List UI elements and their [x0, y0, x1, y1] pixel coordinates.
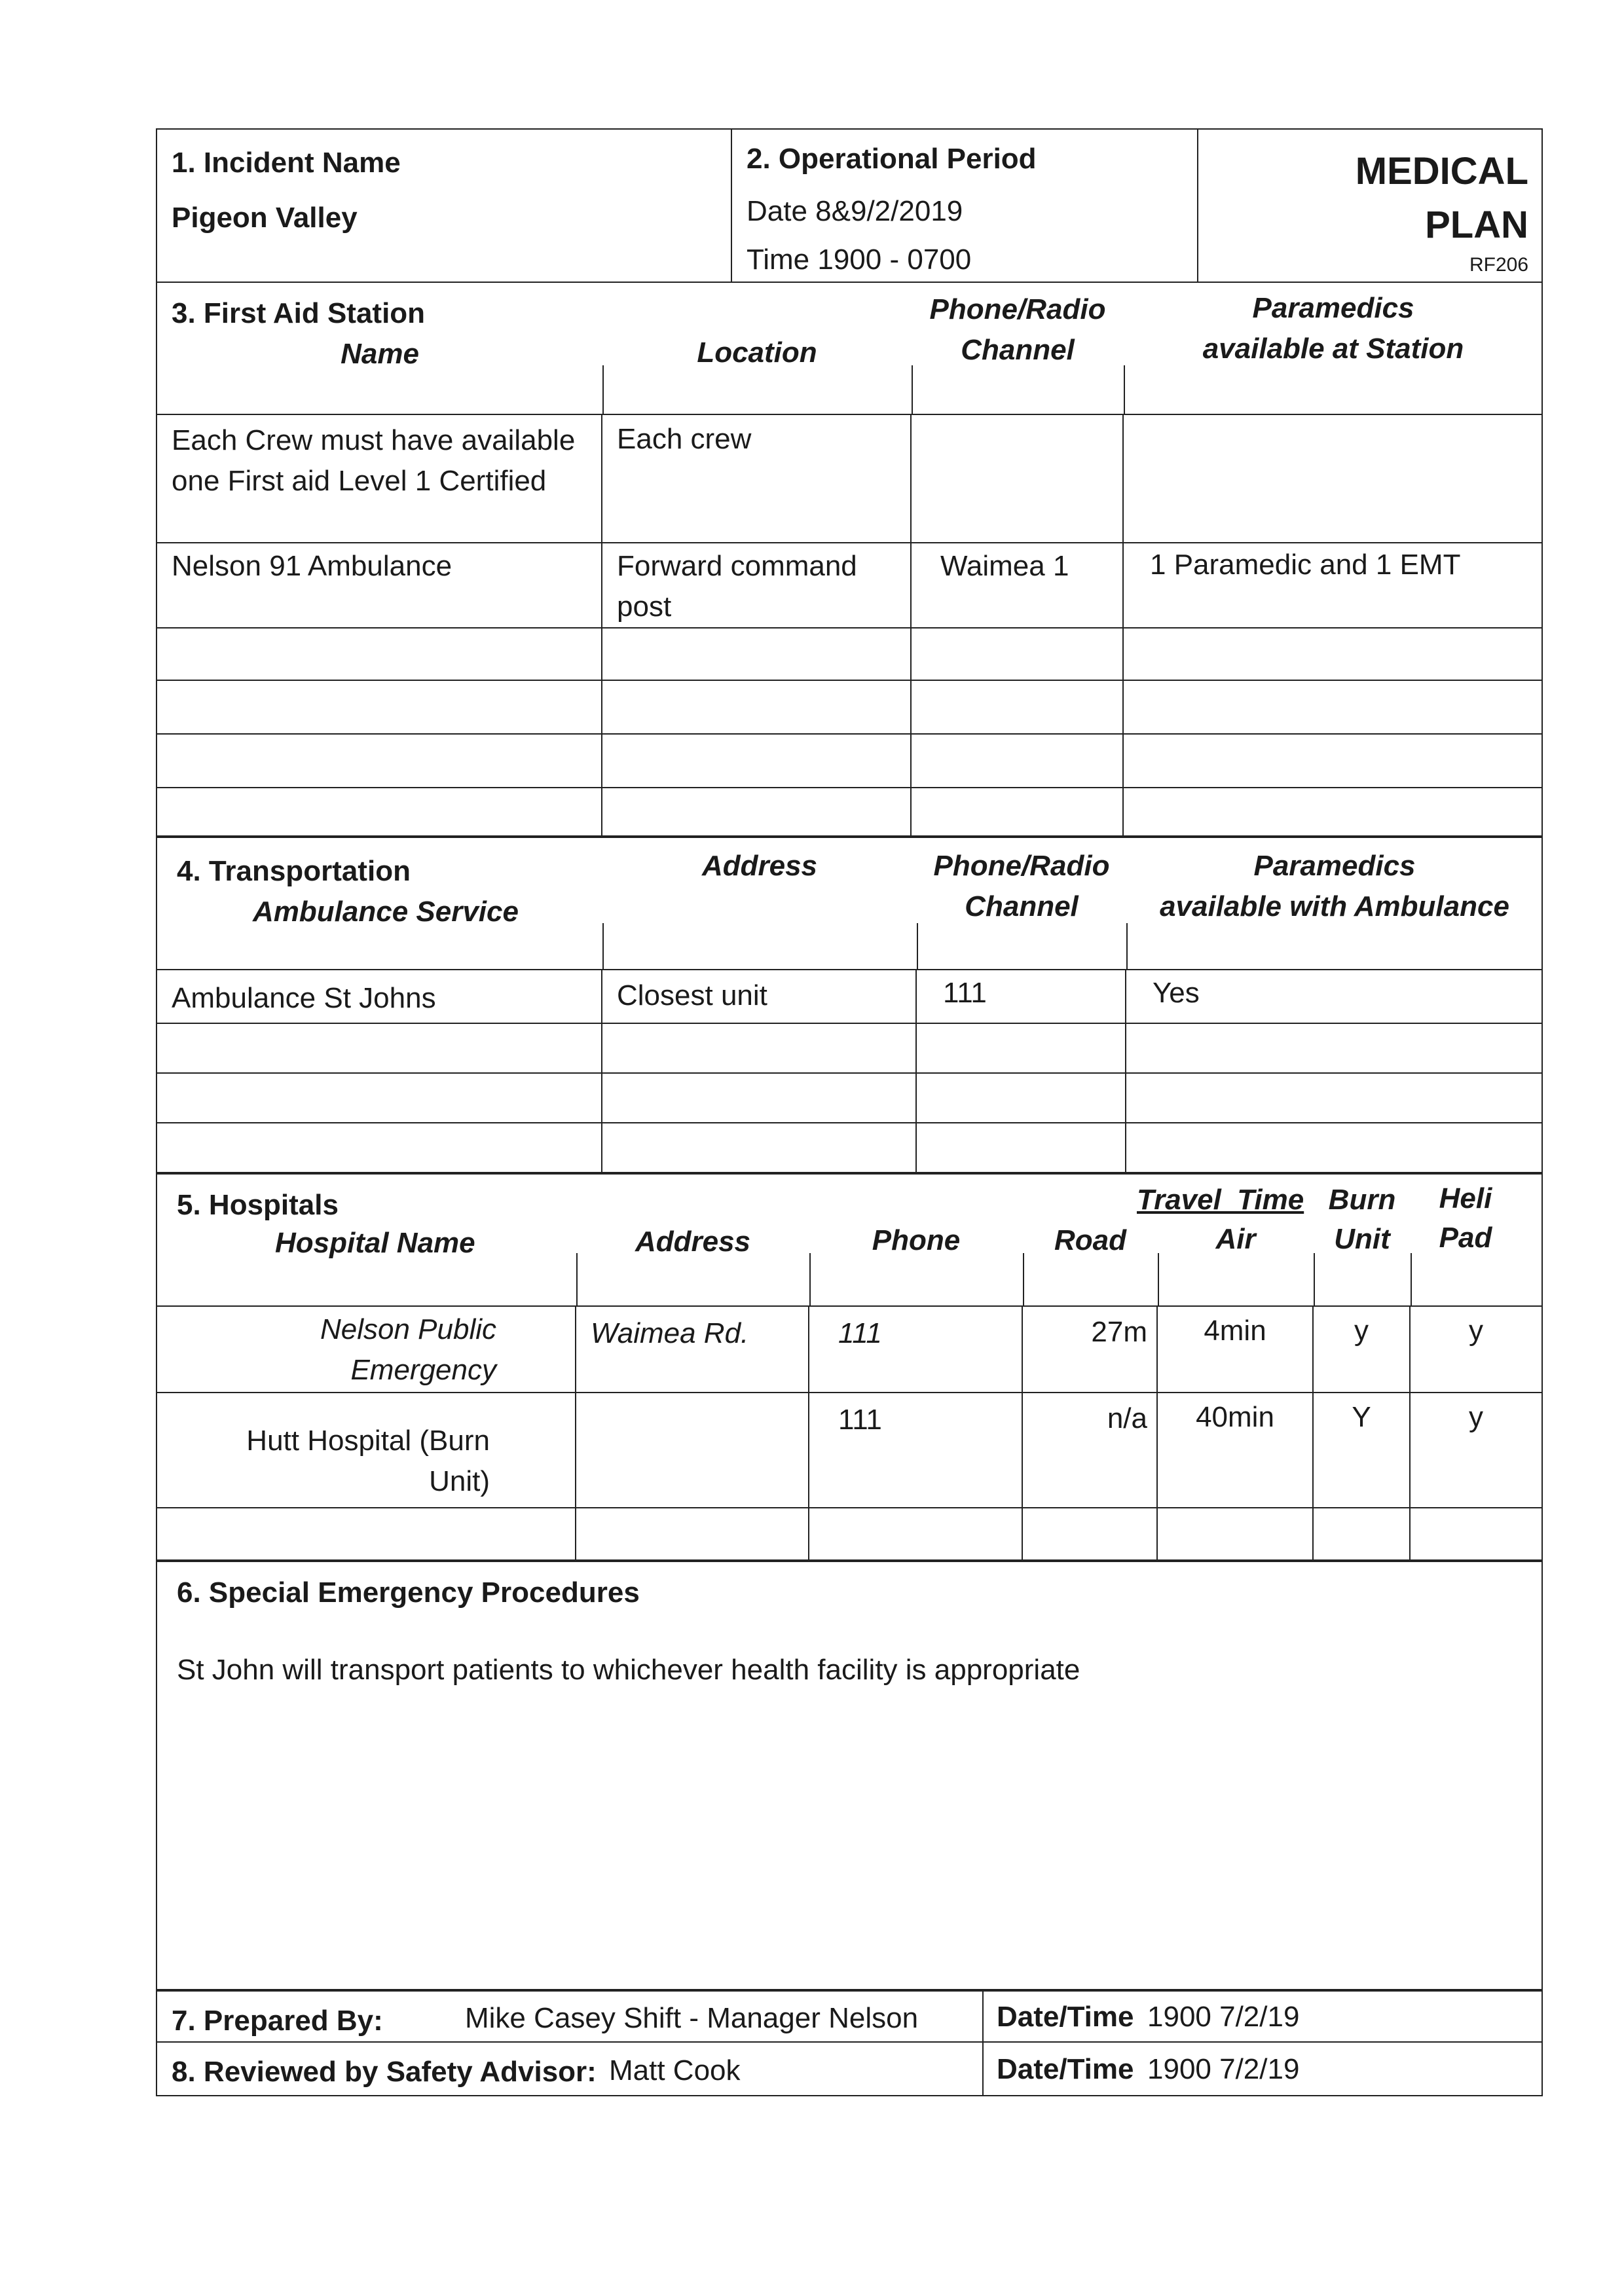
reviewed-date-cell: [984, 2043, 1541, 2095]
transport-header-paramedics-1: Paramedics: [1253, 850, 1416, 882]
prepared-cell: [157, 1992, 984, 2041]
procedures-label: 6. Special Emergency Procedures: [177, 1576, 640, 1609]
hospitals-header-name: Hospital Name: [275, 1227, 475, 1259]
first-aid-row: [157, 415, 1541, 543]
hospitals-header-phone: Phone: [872, 1224, 961, 1256]
transport-header-divider-2: [917, 923, 918, 969]
first-aid-paramedics: [1124, 788, 1541, 835]
first-aid-name: Nelson 91 Ambulance: [157, 543, 602, 627]
transport-header-address: Address: [701, 850, 818, 882]
footer-section: [156, 1990, 1543, 2096]
hospital-burn: [1314, 1508, 1411, 1559]
first-aid-row: [157, 681, 1541, 735]
transport-paramedics: [1126, 1024, 1541, 1072]
hospital-name: [157, 1508, 576, 1559]
prepared-date-cell: [984, 1992, 1541, 2041]
transport-service: [157, 1074, 602, 1122]
transport-row: [157, 1123, 1541, 1172]
transport-address: [602, 1123, 917, 1172]
first-aid-section: [156, 283, 1543, 837]
hospital-phone: 111: [809, 1393, 1023, 1507]
transport-paramedics: [1126, 1123, 1541, 1172]
medical-plan-form: [156, 128, 1543, 2096]
first-aid-header: [157, 283, 1541, 415]
hospital-row: [157, 1393, 1541, 1508]
form-title-line1: MEDICAL: [1355, 150, 1528, 192]
hospitals-label: 5. Hospitals: [177, 1189, 339, 1221]
hospital-address: [576, 1393, 809, 1507]
hospitals-header-road: Road: [1054, 1224, 1126, 1256]
transport-header-phone-2: Channel: [965, 890, 1079, 922]
transport-header: [157, 838, 1541, 970]
hospital-heli: y: [1469, 1315, 1483, 1347]
form-title-line2: PLAN: [1425, 204, 1528, 246]
first-aid-paramedics: [1124, 629, 1541, 680]
transport-phone: 111: [917, 970, 1126, 1023]
reviewed-date-label: Date/Time: [997, 2053, 1134, 2085]
first-aid-row: [157, 735, 1541, 788]
hospital-air: 40min: [1158, 1393, 1314, 1507]
transport-row: [157, 1024, 1541, 1074]
first-aid-header-location: Location: [697, 337, 817, 369]
reviewed-label: 8. Reviewed by Safety Advisor:: [172, 2056, 597, 2088]
first-aid-header-phone-1: Phone/Radio: [929, 293, 1106, 325]
transport-header-service: Ambulance Service: [253, 896, 519, 928]
first-aid-header-divider-3: [1124, 365, 1125, 414]
transport-address: Closest unit: [602, 970, 917, 1023]
transport-phone: [917, 1123, 1126, 1172]
hospital-air: [1158, 1508, 1314, 1559]
hospitals-header-divider-4: [1158, 1253, 1159, 1305]
hospitals-header-burn-1: Burn: [1328, 1184, 1396, 1216]
first-aid-phone: [912, 681, 1124, 733]
hospitals-section: [156, 1173, 1543, 1561]
first-aid-header-phone-2: Channel: [961, 334, 1075, 366]
incident-name-label: 1. Incident Name: [172, 147, 401, 179]
transport-address: [602, 1074, 917, 1122]
first-aid-label: 3. First Aid Station: [172, 297, 426, 329]
first-aid-phone: Waimea 1: [912, 543, 1124, 627]
first-aid-header-paramedics-1: Paramedics: [1252, 292, 1414, 324]
hospitals-header-air: Air: [1215, 1223, 1256, 1255]
first-aid-header-paramedics-2: available at Station: [1202, 333, 1464, 365]
hospital-burn: Y: [1314, 1393, 1411, 1507]
first-aid-location: [602, 735, 912, 787]
hospital-address: [576, 1508, 809, 1559]
reviewed-row: [157, 2043, 1541, 2095]
first-aid-name: [157, 788, 602, 835]
form-code: RF206: [1469, 254, 1528, 276]
first-aid-row: [157, 629, 1541, 681]
operational-period-label: 2. Operational Period: [747, 143, 1037, 175]
prepared-date-value: 1900 7/2/19: [1147, 2001, 1300, 2033]
transport-phone: [917, 1074, 1126, 1122]
prepared-row: [157, 1992, 1541, 2043]
first-aid-name: [157, 629, 602, 680]
prepared-value: Mike Casey Shift - Manager Nelson: [465, 2002, 919, 2034]
transport-service: [157, 1024, 602, 1072]
hospital-phone: 111: [809, 1307, 1023, 1392]
hospitals-header-heli-2: Pad: [1439, 1222, 1492, 1254]
hospitals-header-divider-5: [1314, 1253, 1315, 1305]
first-aid-header-divider-1: [602, 365, 604, 414]
transport-row: [157, 1074, 1541, 1123]
header-section: [156, 128, 1543, 283]
operational-time: Time 1900 - 0700: [747, 244, 972, 276]
reviewed-value: Matt Cook: [609, 2054, 741, 2086]
hospital-road: 27m: [1023, 1307, 1158, 1392]
prepared-date-label: Date/Time: [997, 2001, 1134, 2033]
transport-label: 4. Transportation: [177, 855, 411, 887]
hospital-row: [157, 1307, 1541, 1393]
first-aid-phone: [912, 629, 1124, 680]
hospitals-header-divider-2: [809, 1253, 811, 1305]
first-aid-row: [157, 788, 1541, 835]
first-aid-location: [602, 788, 912, 835]
first-aid-paramedics: 1 Paramedic and 1 EMT: [1150, 549, 1461, 581]
hospital-air: 4min: [1158, 1307, 1314, 1392]
first-aid-row: [157, 543, 1541, 629]
first-aid-header-divider-2: [912, 365, 913, 414]
hospitals-header-divider-6: [1411, 1253, 1412, 1305]
transport-header-divider-3: [1126, 923, 1128, 969]
first-aid-phone: [912, 415, 1124, 542]
hospitals-header-divider-1: [576, 1253, 578, 1305]
transport-header-phone-1: Phone/Radio: [933, 850, 1110, 882]
hospital-phone: [809, 1508, 1023, 1559]
hospital-road: n/a: [1023, 1393, 1158, 1507]
hospital-name: Nelson Public Emergency: [157, 1307, 576, 1392]
transport-address: [602, 1024, 917, 1072]
first-aid-name: [157, 735, 602, 787]
incident-name-cell: [157, 130, 732, 282]
form-title-cell: [1198, 130, 1541, 282]
procedures-text: St John will transport patients to whichever health facility is appropriate: [177, 1654, 1080, 1686]
first-aid-name: [157, 681, 602, 733]
first-aid-paramedics: [1124, 681, 1541, 733]
transportation-section: [156, 837, 1543, 1173]
hospital-name: Hutt Hospital (Burn Unit): [157, 1393, 576, 1507]
reviewed-date-value: 1900 7/2/19: [1147, 2053, 1300, 2085]
first-aid-location: Forward command post: [602, 543, 912, 627]
first-aid-phone: [912, 735, 1124, 787]
hospitals-header-travel-time: Travel Time: [1137, 1184, 1304, 1216]
first-aid-header-name: Name: [341, 338, 419, 370]
incident-name-value: Pigeon Valley: [172, 202, 358, 234]
transport-header-divider-1: [602, 923, 604, 969]
hospital-burn: y: [1314, 1307, 1411, 1392]
hospital-road: [1023, 1508, 1158, 1559]
hospital-address: Waimea Rd.: [576, 1307, 809, 1392]
first-aid-location: Each crew: [602, 415, 912, 542]
transport-paramedics: [1126, 1074, 1541, 1122]
first-aid-location: [602, 681, 912, 733]
first-aid-phone: [912, 788, 1124, 835]
procedures-section: [156, 1561, 1543, 1990]
transport-service: Ambulance St Johns: [157, 970, 602, 1023]
prepared-label: 7. Prepared By:: [172, 2005, 383, 2037]
operational-period-cell: [732, 130, 1198, 282]
hospitals-header-burn-2: Unit: [1334, 1223, 1390, 1255]
hospital-row: [157, 1508, 1541, 1559]
transport-row: [157, 970, 1541, 1024]
hospitals-header-heli-1: Heli: [1439, 1182, 1492, 1214]
transport-service: [157, 1123, 602, 1172]
hospital-heli: [1411, 1508, 1541, 1559]
hospital-heli: y: [1469, 1401, 1483, 1433]
transport-paramedics: Yes: [1153, 977, 1200, 1009]
first-aid-location: [602, 629, 912, 680]
hospitals-header-divider-3: [1023, 1253, 1024, 1305]
first-aid-paramedics: [1124, 735, 1541, 787]
first-aid-paramedics: [1124, 415, 1541, 542]
hospitals-header: [157, 1175, 1541, 1307]
first-aid-name: Each Crew must have available one First aid Level 1 Certified: [157, 415, 602, 542]
hospitals-header-address: Address: [635, 1226, 751, 1258]
transport-header-paramedics-2: available with Ambulance: [1160, 890, 1509, 922]
transport-phone: [917, 1024, 1126, 1072]
operational-date: Date 8&9/2/2019: [747, 195, 963, 227]
reviewed-cell: [157, 2043, 984, 2095]
